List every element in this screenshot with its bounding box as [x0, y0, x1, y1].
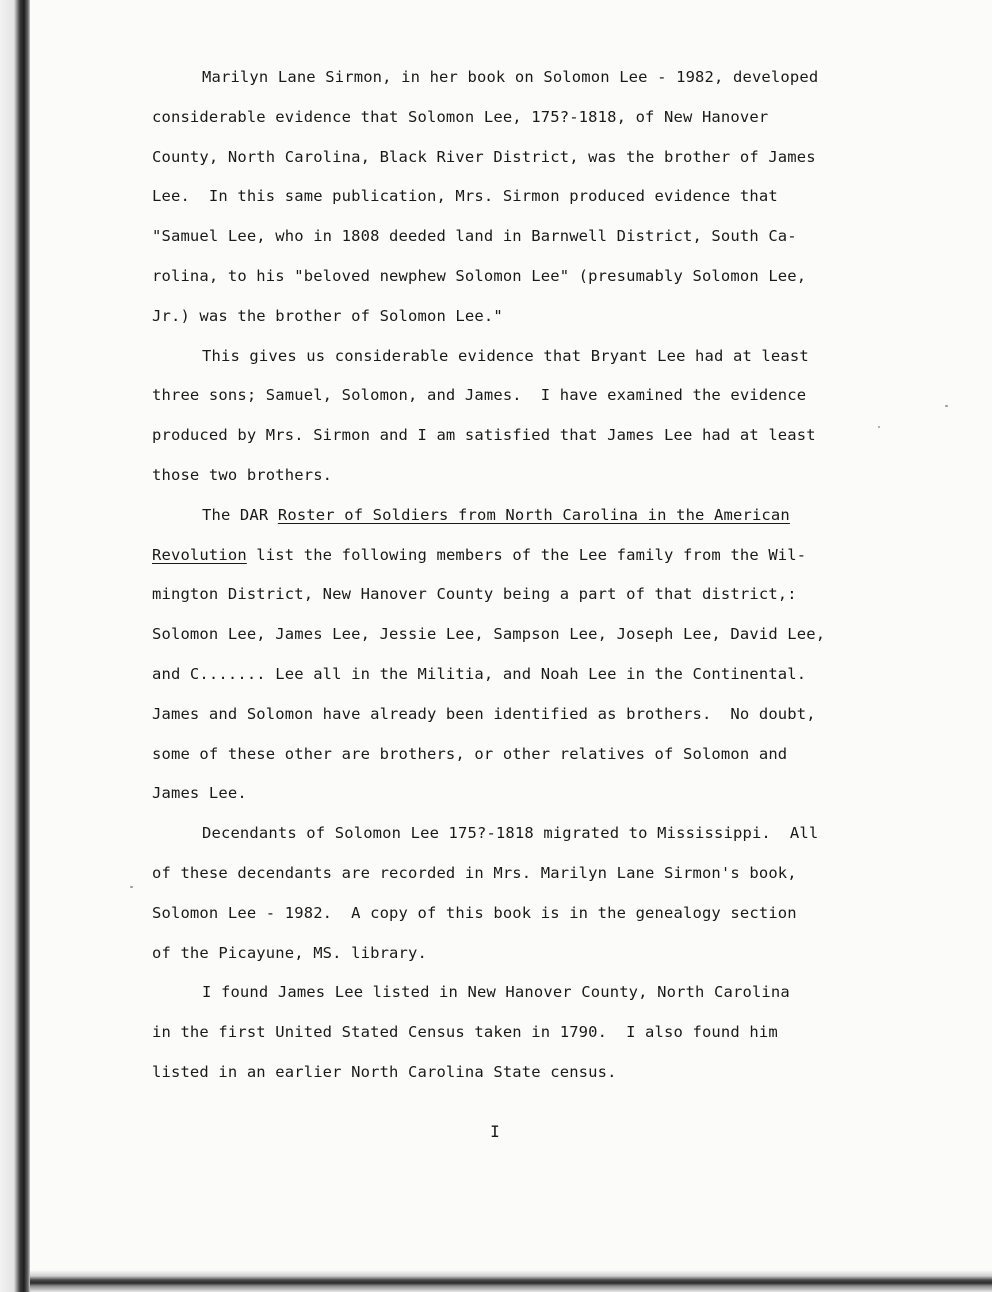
text-line: produced by Mrs. Sirmon and I am satisfied that James Lee had at least: [152, 426, 816, 445]
roster-title-underlined: Roster of Soldiers from North Carolina in the American: [277, 505, 790, 524]
bottom-edge: [30, 1270, 992, 1292]
text-span: list the following members of the Lee family from the Wil-: [246, 545, 807, 564]
text-line: considerable evidence that Solomon Lee, 175?-1818, of New Hanover: [152, 107, 769, 126]
text-line: I found James Lee listed in New Hanover County, North Carolina: [202, 983, 790, 1002]
text-line: some of these other are brothers, or other relatives of Solomon and: [152, 744, 788, 763]
text-line: listed in an earlier North Carolina State census.: [152, 1062, 617, 1081]
text-line: Jr.) was the brother of Solomon Lee.": [152, 306, 503, 325]
speck: [878, 426, 880, 428]
body-text: [152, 58, 872, 1093]
text-line: County, North Carolina, Black River District, was the brother of James: [152, 147, 816, 166]
text-line: "Samuel Lee, who in 1808 deeded land in Barnwell District, South Ca-: [152, 227, 797, 246]
text-line: Marilyn Lane Sirmon, in her book on Solomon Lee - 1982, developed: [202, 68, 819, 86]
text-line: Lee. In this same publication, Mrs. Sirmon produced evidence that: [152, 187, 778, 206]
page-number: I: [490, 1122, 500, 1141]
text-line: James Lee.: [152, 784, 247, 803]
binding-edge: [0, 0, 30, 1292]
text-line: and C....... Lee all in the Militia, and Noah Lee in the Continental.: [152, 664, 807, 683]
text-line: three sons; Samuel, Solomon, and James. I have examined the evidence: [152, 386, 807, 405]
text-line: This gives us considerable evidence that Bryant Lee had at least: [202, 346, 809, 365]
roster-title-underlined: Revolution: [152, 545, 247, 564]
text-line: [152, 536, 872, 576]
text-line: in the first United Stated Census taken in 1790. I also found him: [152, 1023, 778, 1042]
text-line: Decendants of Solomon Lee 175?-1818 migrated to Mississippi. All: [202, 824, 819, 843]
text-line: Solomon Lee - 1982. A copy of this book is in the genealogy section: [152, 903, 797, 922]
speck: [945, 405, 948, 407]
text-span: The DAR: [202, 505, 278, 524]
speck: [130, 886, 133, 888]
text-line: Solomon Lee, James Lee, Jessie Lee, Sampson Lee, Joseph Lee, David Lee,: [152, 625, 826, 644]
text-line: of these decendants are recorded in Mrs. Marilyn Lane Sirmon's book,: [152, 863, 797, 882]
text-line: of the Picayune, MS. library.: [152, 943, 427, 962]
text-line: James and Solomon have already been identified as brothers. No doubt,: [152, 704, 816, 723]
text-line: rolina, to his "beloved newphew Solomon Lee" (presumably Solomon Lee,: [152, 266, 807, 285]
text-line: mington District, New Hanover County being a part of that district,:: [152, 585, 797, 604]
text-line: [152, 496, 872, 536]
text-line: those two brothers.: [152, 465, 333, 484]
